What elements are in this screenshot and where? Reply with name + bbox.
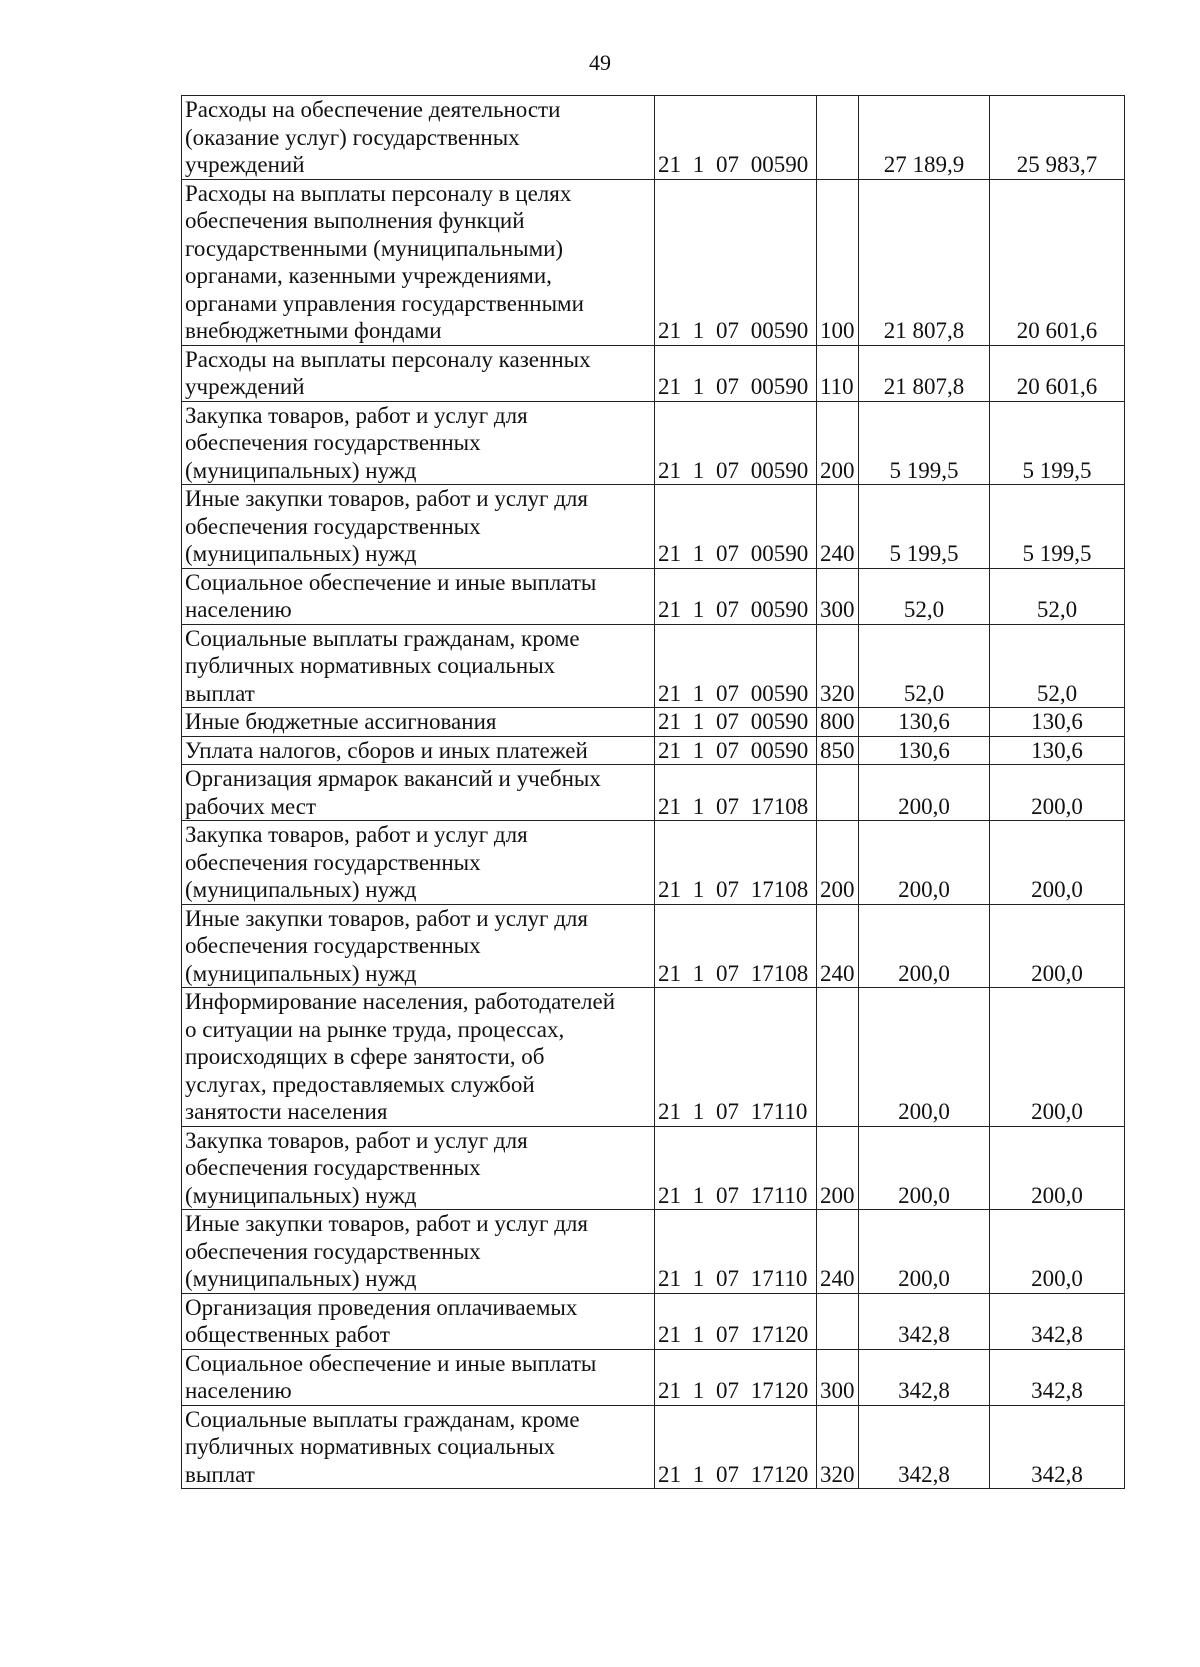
table-row [182,1405,1125,1489]
row-expense-name-line: выплат [185,1461,255,1487]
row-expense-name-line: занятости населения [185,1099,388,1124]
row-target-code: 21 1 07 17108 [655,904,817,988]
row-expense-name-line: Иные закупки товаров, работ и услуг для [185,486,588,511]
row-expense-name-line: учреждений [185,152,305,177]
row-expense-name-line: обеспечения государственных [185,513,481,539]
table-row [182,765,1125,821]
row-value-second: 200,0 [990,765,1125,821]
row-expense-name [182,624,655,708]
row-value-second: 20 601,6 [990,345,1125,401]
row-expense-name-line: Социальные выплаты гражданам, кроме [185,625,580,651]
row-expense-name [182,708,655,737]
row-expense-name-line: Иные закупки товаров, работ и услуг для [185,905,588,931]
row-value-second: 5 199,5 [990,401,1125,485]
row-expense-name-line: органами управления государственными [185,290,584,316]
row-expense-name-line: Расходы на выплаты персоналу казенных [185,346,591,372]
row-expense-name-line: населению [185,597,292,622]
row-expense-name-line: Уплата налогов, сборов и иных платежей [185,737,588,763]
row-expense-type: 200 [817,1126,859,1210]
row-value-second: 25 983,7 [990,96,1125,180]
table-row [182,821,1125,905]
row-value-second: 20 601,6 [990,179,1125,345]
row-expense-name-line: выплат [185,680,255,706]
row-expense-name [182,345,655,401]
row-expense-type: 300 [817,1349,859,1405]
row-value-second: 5 199,5 [990,485,1125,569]
row-value-second: 200,0 [990,821,1125,905]
row-value-first: 200,0 [859,765,990,821]
row-expense-name-line: Социальное обеспечение и иные выплаты [185,569,597,595]
row-value-first: 52,0 [859,568,990,624]
row-expense-name-line: Закупка товаров, работ и услуг для [185,402,528,428]
row-target-code: 21 1 07 00590 [655,485,817,569]
row-expense-type: 240 [817,904,859,988]
row-expense-name [182,988,655,1127]
row-expense-type: 300 [817,568,859,624]
row-expense-type: 320 [817,1405,859,1489]
row-value-first: 200,0 [859,1210,990,1294]
row-value-second: 52,0 [990,624,1125,708]
row-value-first: 52,0 [859,624,990,708]
table-row [182,1293,1125,1349]
row-expense-type [817,1293,859,1349]
row-expense-name [182,568,655,624]
row-value-first: 200,0 [859,821,990,905]
table-row [182,1210,1125,1294]
row-target-code: 21 1 07 00590 [655,708,817,737]
row-expense-name-line: обеспечения государственных [185,933,481,958]
row-target-code: 21 1 07 17110 [655,1126,817,1210]
row-expense-name-line: обеспечения государственных [185,1238,481,1264]
row-value-second: 200,0 [990,988,1125,1127]
row-expense-type: 200 [817,821,859,905]
row-value-second: 200,0 [990,1126,1125,1210]
row-expense-name [182,904,655,988]
row-expense-name-line: органами, казенными учреждениями, [185,263,552,288]
row-value-first: 21 807,8 [859,345,990,401]
row-value-first: 200,0 [859,1126,990,1210]
table-row [182,345,1125,401]
row-value-first: 200,0 [859,988,990,1127]
table-row [182,904,1125,988]
table-row [182,485,1125,569]
row-target-code: 21 1 07 17108 [655,765,817,821]
row-value-second: 342,8 [990,1293,1125,1349]
row-value-second: 130,6 [990,736,1125,765]
row-value-first: 5 199,5 [859,401,990,485]
row-expense-name-line: Иные закупки товаров, работ и услуг для [185,1211,588,1236]
row-expense-name-line: Социальное обеспечение и иные выплаты [185,1350,597,1376]
row-value-first: 5 199,5 [859,485,990,569]
row-value-second: 342,8 [990,1405,1125,1489]
row-expense-name [182,1405,655,1489]
row-expense-name-line: (муниципальных) нужд [185,1266,417,1291]
row-expense-name-line: обеспечения государственных [185,1155,481,1180]
row-expense-name-line: населению [185,1378,292,1403]
row-target-code: 21 1 07 00590 [655,568,817,624]
row-expense-type [817,96,859,180]
row-expense-name-line: рабочих мест [185,793,317,819]
row-target-code: 21 1 07 17120 [655,1405,817,1489]
row-expense-name-line: внебюджетными фондами [185,318,442,343]
table-row [182,708,1125,737]
row-target-code: 21 1 07 00590 [655,96,817,180]
page-number: 49 [589,50,611,75]
row-target-code: 21 1 07 00590 [655,736,817,765]
row-value-first: 200,0 [859,904,990,988]
row-expense-type: 240 [817,1210,859,1294]
row-expense-name-line: (муниципальных) нужд [185,541,417,566]
row-expense-name-line: обеспечения государственных [185,430,481,455]
row-value-first: 27 189,9 [859,96,990,180]
row-expense-name-line: происходящих в сфере занятости, об [185,1044,545,1069]
table-row [182,1126,1125,1210]
row-expense-name-line: (муниципальных) нужд [185,457,417,483]
row-expense-name-line: государственными (муниципальными) [185,235,564,261]
row-expense-type: 100 [817,179,859,345]
row-expense-name-line: обеспечения выполнения функций [185,208,525,233]
row-expense-name [182,821,655,905]
table-row [182,568,1125,624]
row-expense-type: 850 [817,736,859,765]
row-expense-name-line: Иные бюджетные ассигнования [185,709,497,734]
row-target-code: 21 1 07 17110 [655,1210,817,1294]
row-expense-name-line: публичных нормативных социальных [185,653,556,678]
table-row [182,988,1125,1127]
row-value-second: 200,0 [990,904,1125,988]
budget-table-body [182,96,1125,1489]
row-expense-name [182,1293,655,1349]
row-expense-name-line: услугах, предоставляемых службой [185,1071,535,1097]
row-expense-name-line: Социальные выплаты гражданам, кроме [185,1406,580,1432]
table-row [182,624,1125,708]
row-expense-name-line: (муниципальных) нужд [185,960,417,986]
row-expense-name-line: (муниципальных) нужд [185,1182,417,1208]
row-expense-name-line: Закупка товаров, работ и услуг для [185,822,528,847]
row-expense-type: 240 [817,485,859,569]
row-value-first: 342,8 [859,1405,990,1489]
row-expense-name-line: Закупка товаров, работ и услуг для [185,1127,528,1153]
row-expense-type: 110 [817,345,859,401]
row-expense-type: 200 [817,401,859,485]
row-expense-name [182,96,655,180]
row-expense-name [182,1126,655,1210]
table-row [182,96,1125,180]
row-expense-name-line: Расходы на обеспечение деятельности [185,97,561,122]
row-target-code: 21 1 07 17120 [655,1349,817,1405]
row-expense-name-line: Организация ярмарок вакансий и учебных [185,766,601,791]
row-target-code: 21 1 07 17110 [655,988,817,1127]
row-expense-name-line: (муниципальных) нужд [185,877,417,902]
row-expense-name-line: публичных нормативных социальных [185,1434,556,1459]
row-value-second: 130,6 [990,708,1125,737]
row-expense-name [182,736,655,765]
row-expense-type [817,765,859,821]
row-value-first: 130,6 [859,708,990,737]
budget-table [181,95,1125,1489]
row-expense-name-line: Расходы на выплаты персоналу в целях [185,180,572,206]
row-value-first: 342,8 [859,1293,990,1349]
row-expense-name-line: Организация проведения оплачиваемых [185,1294,578,1320]
row-expense-name-line: обеспечения государственных [185,849,481,875]
row-expense-name-line: учреждений [185,374,305,399]
row-target-code: 21 1 07 00590 [655,624,817,708]
row-value-first: 130,6 [859,736,990,765]
row-target-code: 21 1 07 00590 [655,345,817,401]
row-expense-name [182,485,655,569]
row-target-code: 21 1 07 00590 [655,401,817,485]
row-expense-name-line: Информирование населения, работодателей [185,989,616,1014]
table-row [182,401,1125,485]
table-row [182,736,1125,765]
row-expense-name [182,401,655,485]
row-expense-name-line: (оказание услуг) государственных [185,124,520,150]
row-expense-name [182,1349,655,1405]
row-expense-type [817,988,859,1127]
row-value-second: 200,0 [990,1210,1125,1294]
row-expense-name [182,1210,655,1294]
row-expense-type: 800 [817,708,859,737]
row-value-first: 21 807,8 [859,179,990,345]
row-expense-name-line: общественных работ [185,1322,390,1347]
row-target-code: 21 1 07 00590 [655,179,817,345]
row-value-second: 52,0 [990,568,1125,624]
row-expense-name-line: о ситуации на рынке труда, процессах, [185,1016,565,1042]
row-target-code: 21 1 07 17108 [655,821,817,905]
table-row [182,1349,1125,1405]
row-expense-type: 320 [817,624,859,708]
row-value-first: 342,8 [859,1349,990,1405]
row-expense-name [182,765,655,821]
table-row [182,179,1125,345]
row-value-second: 342,8 [990,1349,1125,1405]
row-expense-name [182,179,655,345]
row-target-code: 21 1 07 17120 [655,1293,817,1349]
